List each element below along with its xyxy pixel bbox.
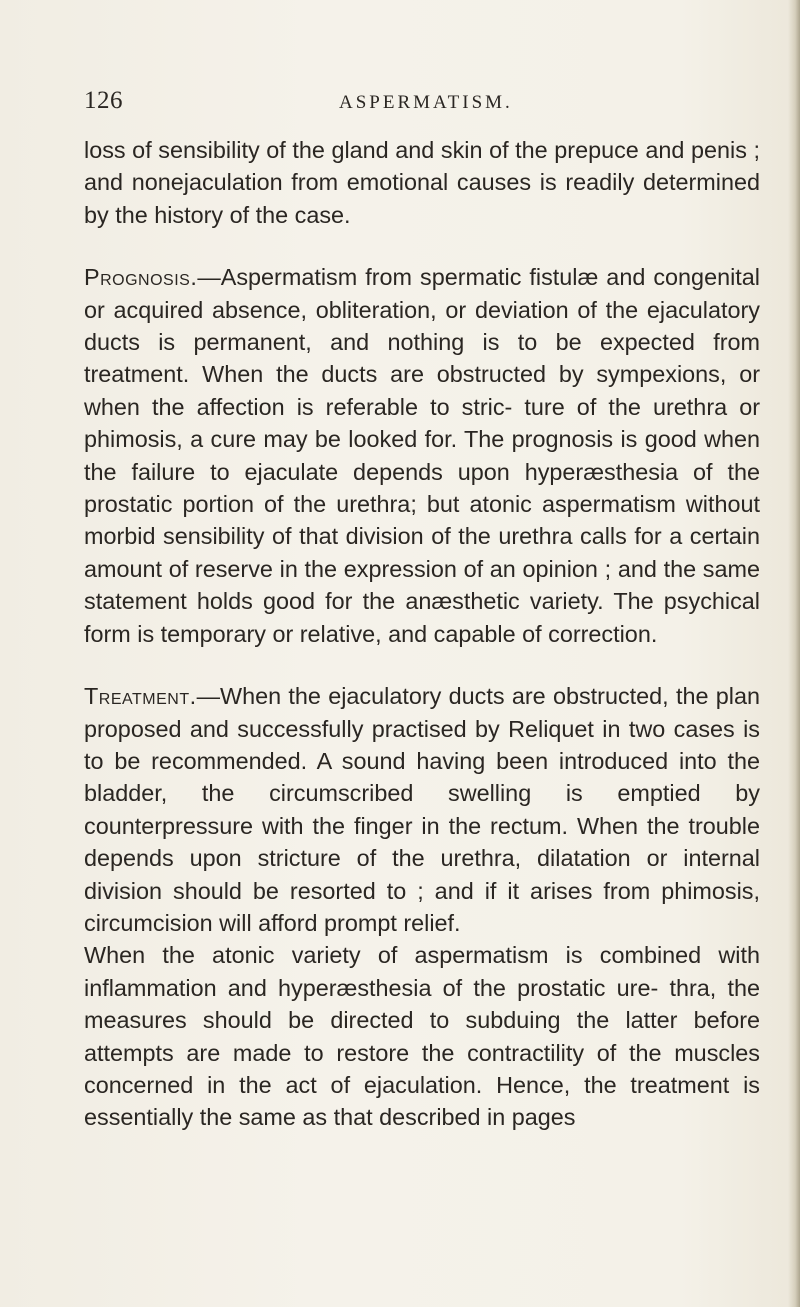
paragraph-atonic-variety: When the atonic variety of aspermatism is combined with inflammation and hyperæsthesia of the prostatic ure- thra, the measures should be directed to subduing the latter before attempts are made to restore the contractility of the muscles concerned in the act of ejaculation. Hence, the treatment is essentially the same as that described in pages — [84, 942, 760, 1131]
paragraph-treatment — [84, 680, 760, 939]
prognosis-body: —Aspermatism from spermatic fistulæ and congenital or acquired absence, obliteration, or deviation of the ejaculatory ducts is permanent, and nothing is to be expected from treatment. When the ducts are obstructed by sympexions, or when the affection is referable to stric- ture of the urethra or phimosis, a cure may be looked for. The prognosis is good when the failure to ejaculate depends upon hyperæsthesia of the prostatic portion of the urethra; but atonic aspermatism without morbid sensibility of that division of the urethra calls for a certain amount of reserve in the expression of an opinion ; and the same statement holds good for the anæsthetic variety. The psychical form is temporary or relative, and capable of correction. — [84, 264, 760, 647]
paragraph-intro: loss of sensibility of the gland and skin of the prepuce and penis ; and nonejaculation from emotional causes is readily determined by the history of the case. — [84, 137, 760, 228]
page-header — [84, 87, 744, 127]
page-number: 126 — [84, 87, 123, 114]
section-heading-treatment: Treatment. — [84, 683, 197, 710]
page-edge-shadow — [788, 0, 800, 1307]
paragraph-prognosis — [84, 261, 760, 650]
running-title: ASPERMATISM. — [339, 92, 513, 113]
section-heading-prognosis: Prognosis. — [84, 264, 198, 291]
treatment-body: —When the ejaculatory ducts are obstructed, the plan proposed and successfully practised by Reliquet in two cases is to be recommended. A sound having been introduced into the bladder, the circumscribed swelling is emptied by counterpressure with the finger in the rectum. When the trouble depends upon stricture of the urethra, dilatation or internal division should be resorted to ; and if it arises from phimosis, circumcision will afford prompt relief. — [84, 683, 760, 936]
body-text — [84, 134, 760, 1134]
